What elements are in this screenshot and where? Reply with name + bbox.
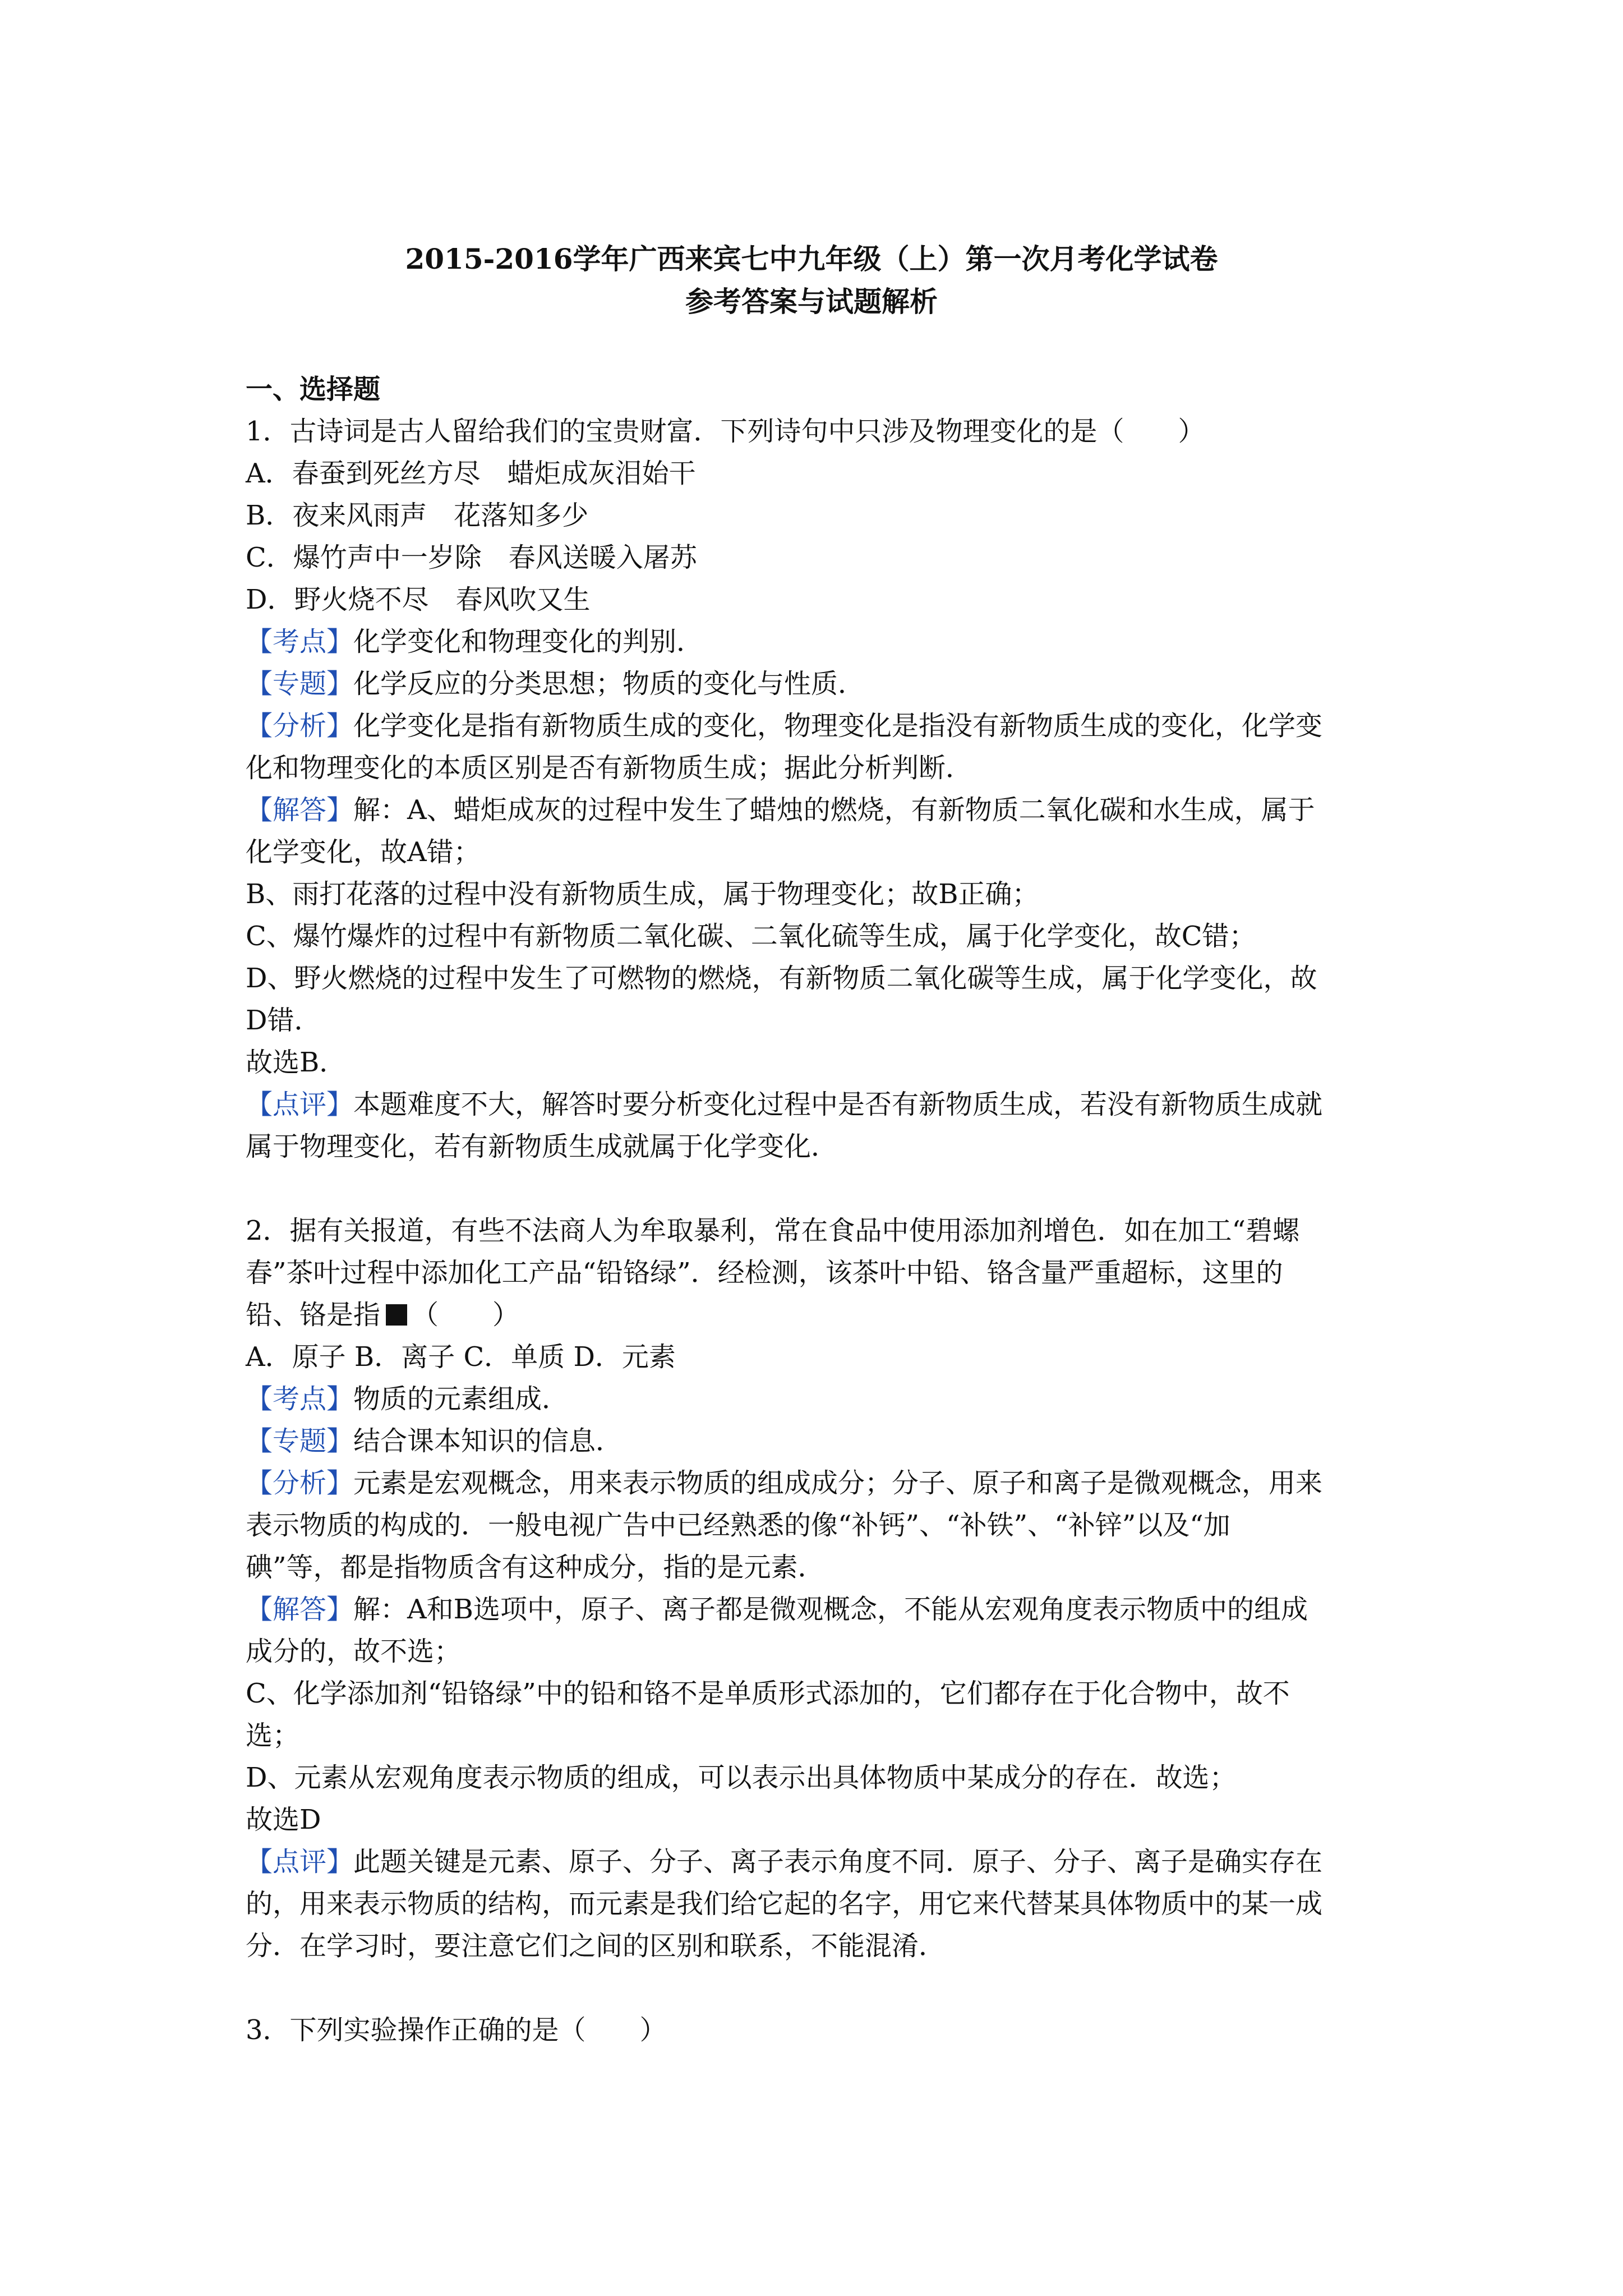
question-1-fenxi-cont: 化和物理变化的本质区别是否有新物质生成；据此分析判断． (246, 752, 973, 784)
jieda-tag: 【解答】 (246, 1594, 354, 1625)
question-2-jieda-line-2: 成分的，故不选； (246, 1636, 462, 1667)
question-1-jieda-line-5: D、野火燃烧的过程中发生了可燃物的燃烧，有新物质二氧化碳等生成，属于化学变化，故 (246, 963, 1317, 994)
fenxi-text: 化学变化是指有新物质生成的变化，物理变化是指没有新物质生成的变化，化学变 (353, 710, 1323, 742)
question-2-jieda-line-5: D、元素从宏观角度表示物质的组成，可以表示出具体物质中某成分的存在．故选； (246, 1762, 1237, 1793)
question-2-fenxi (246, 1466, 1322, 1500)
question-1-jieda-line-6: D错． (246, 1005, 321, 1036)
jieda-tag: 【解答】 (246, 794, 354, 826)
question-2-kaodian (246, 1382, 569, 1416)
stem-bracket: （ ） (412, 1299, 520, 1331)
jieda-text: 解：A、蜡炬成灰的过程中发生了蜡烛的燃烧，有新物质二氧化碳和水生成，属于 (353, 794, 1315, 826)
question-2-dianping (246, 1845, 1322, 1879)
zhuanti-text: 化学反应的分类思想；物质的变化与性质． (353, 668, 865, 700)
dianping-tag: 【点评】 (246, 1089, 354, 1120)
fenxi-tag: 【分析】 (246, 710, 354, 742)
document-subtitle: 参考答案与试题解析 (685, 285, 938, 318)
question-2-dianping-line-3: 分．在学习时，要注意它们之间的区别和联系，不能混淆． (246, 1930, 946, 1962)
fenxi-text: 元素是宏观概念，用来表示物质的组成成分；分子、原子和离子是微观概念，用来 (353, 1467, 1323, 1499)
question-1-option-d: D．野火烧不尽 春风吹又生 (246, 584, 591, 615)
question-1-jieda-line-2: 化学变化，故A错； (246, 836, 481, 868)
question-2-jieda (246, 1593, 1308, 1626)
dianping-text: 本题难度不大，解答时要分析变化过程中是否有新物质生成，若没有新物质生成就 (353, 1089, 1323, 1120)
section-heading: 一、选择题 (246, 374, 381, 405)
question-1-jieda (246, 793, 1315, 827)
question-2-answer: 故选D (246, 1804, 321, 1835)
question-1-option-c: C．爆竹声中一岁除 春风送暖入屠苏 (246, 542, 697, 573)
stem-text: 铅、铬是指 (246, 1299, 381, 1331)
question-2-stem-line-1: 2．据有关报道，有些不法商人为牟取暴利，常在食品中使用添加剂增色．如在加工“碧螺 (246, 1215, 1300, 1246)
kaodian-text: 化学变化和物理变化的判别． (353, 626, 704, 657)
document-title: 2015-2016学年广西来宾七中九年级（上）第一次月考化学试卷 (405, 242, 1218, 275)
question-1-stem: 1．古诗词是古人留给我们的宝贵财富．下列诗句中只涉及物理变化的是（ ） (246, 416, 1205, 447)
question-2-options: A．原子 B．离子 C．单质 D．元素 (246, 1341, 676, 1373)
black-square-mark (386, 1304, 407, 1326)
question-2-zhuanti (246, 1424, 623, 1458)
dianping-text: 此题关键是元素、原子、分子、离子表示角度不同．原子、分子、离子是确实存在 (353, 1846, 1323, 1878)
question-2-fenxi-line-2: 表示物质的构成的．一般电视广告中已经熟悉的像“补钙”、“补铁”、“补锌”以及“加 (246, 1510, 1230, 1541)
question-1-answer: 故选B． (246, 1047, 347, 1078)
question-3-stem: 3．下列实验操作正确的是（ ） (246, 2014, 667, 2046)
fenxi-tag: 【分析】 (246, 1467, 354, 1499)
question-1-dianping (246, 1088, 1322, 1121)
dianping-tag: 【点评】 (246, 1846, 354, 1878)
question-1-option-b: B．夜来风雨声 花落知多少 (246, 500, 589, 531)
question-2-stem-line-3 (246, 1298, 519, 1332)
question-2-jieda-line-4: 选； (246, 1720, 300, 1751)
question-1-dianping-cont: 属于物理变化，若有新物质生成就属于化学变化． (246, 1131, 838, 1162)
question-2-fenxi-line-3: 碘”等，都是指物质含有这种成分，指的是元素． (246, 1552, 825, 1583)
question-1-jieda-line-3: B、雨打花落的过程中没有新物质生成，属于物理变化；故B正确； (246, 878, 1039, 910)
question-2-stem-line-2: 春”茶叶过程中添加化工产品“铅铬绿”．经检测，该茶叶中铅、铬含量严重超标，这里的 (246, 1257, 1283, 1289)
kaodian-text: 物质的元素组成． (353, 1383, 569, 1415)
question-1-kaodian (246, 625, 703, 659)
question-1-fenxi (246, 709, 1322, 743)
kaodian-tag: 【考点】 (246, 626, 354, 657)
zhuanti-tag: 【专题】 (246, 668, 354, 700)
zhuanti-text: 结合课本知识的信息． (353, 1425, 623, 1457)
kaodian-tag: 【考点】 (246, 1383, 354, 1415)
question-1-jieda-line-4: C、爆竹爆炸的过程中有新物质二氧化碳、二氧化硫等生成，属于化学变化，故C错； (246, 921, 1256, 952)
jieda-text: 解：A和B选项中，原子、离子都是微观概念，不能从宏观角度表示物质中的组成 (353, 1594, 1308, 1625)
question-2-jieda-line-3: C、化学添加剂“铅铬绿”中的铅和铬不是单质形式添加的，它们都存在于化合物中，故不 (246, 1678, 1290, 1709)
question-1-zhuanti (246, 667, 865, 701)
question-2-dianping-line-2: 的，用来表示物质的结构，而元素是我们给它起的名字，用它来代替某具体物质中的某一成 (246, 1888, 1323, 1920)
zhuanti-tag: 【专题】 (246, 1425, 354, 1457)
question-1-option-a: A．春蚕到死丝方尽 蜡炬成灰泪始干 (246, 458, 696, 489)
